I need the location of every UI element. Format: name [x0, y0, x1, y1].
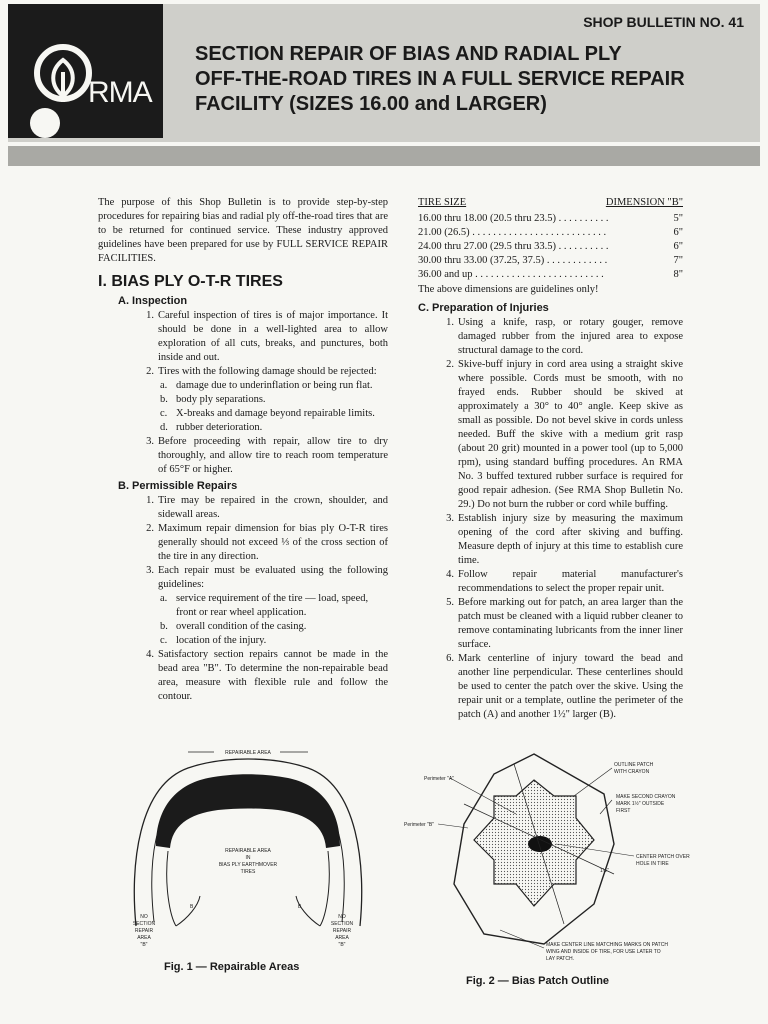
fig1-center-label: IN — [245, 855, 251, 861]
figure-caption: Fig. 2 — Bias Patch Outline — [466, 975, 610, 987]
header — [0, 0, 768, 168]
fig2-outline-label: WITH CRAYON — [614, 769, 650, 775]
title-line: FACILITY (SIZES 16.00 and LARGER) — [195, 93, 547, 115]
item-text: body ply separations. — [176, 394, 266, 405]
table-row — [418, 268, 683, 282]
fig2-second-mark-label: MARK 1½" OUTSIDE — [616, 801, 665, 807]
item-text: Before proceeding with repair, allow tire to dry thoroughly, and allow tire to reach room temperature of 65°F or higher. — [158, 436, 388, 475]
dimension-cell: 5" — [673, 213, 683, 224]
item-number: a. — [160, 380, 168, 391]
sub-list-item — [160, 393, 388, 407]
logo-dot-icon — [30, 108, 60, 138]
table-row — [418, 254, 683, 268]
fig2-second-mark-label: MAKE SECOND CRAYON — [616, 794, 676, 800]
intro-paragraph: The purpose of this Shop Bulletin is to provide step-by-step procedures for repairing bias and radial ply off-the-road tires that are to be returned for continued service. These industry approved guidelines have been prepared for use by FULL SERVICE REPAIR FACILITIES. — [98, 197, 388, 264]
fig1-right-label: AREA — [335, 935, 349, 941]
fig1-right-label: REPAIR — [332, 928, 352, 934]
item-number: 1. — [446, 317, 454, 328]
logo-text: RMA — [88, 76, 152, 109]
item-number: c. — [160, 408, 168, 419]
item-text: Satisfactory section repairs cannot be made in the bead area "B". To determine the non-repairable bead area, measure with flexible rule and follow the contour. — [158, 649, 388, 702]
fig2-bottom-label: MAKE CENTER LINE MATCHING MARKS ON PATCH — [546, 942, 668, 948]
fig2-center-label: CENTER PATCH OVER — [636, 854, 690, 860]
right-column — [418, 196, 683, 722]
item-number: 2. — [146, 523, 154, 534]
item-text: rubber deterioration. — [176, 422, 263, 433]
list-item — [140, 648, 388, 704]
item-number: b. — [160, 394, 168, 405]
item-text: overall condition of the casing. — [176, 621, 307, 632]
column-header: DIMENSION "B" — [605, 197, 683, 208]
sub-list-item — [160, 421, 388, 435]
dimension-cell: 6" — [673, 227, 683, 238]
figure-caption: Fig. 1 — Repairable Areas — [164, 961, 300, 973]
tire-size-cell: 30.00 thru 33.00 (37.25, 37.5) . . . . . . . . . . . . — [418, 255, 608, 266]
item-text: Establish injury size by measuring the maximum opening of the cord after skiving and buffing. Measure depth of injury at this time to establish cure time. — [458, 513, 683, 566]
fig1-top-label: REPAIRABLE AREA — [225, 750, 271, 756]
item-number: 1. — [146, 495, 154, 506]
item-number: b. — [160, 621, 168, 632]
figure-repairable-areas — [128, 746, 368, 956]
fig1-left-label: NO — [140, 914, 148, 920]
item-number: 5. — [446, 597, 454, 608]
fig1-center-label: TIRES — [240, 869, 256, 875]
table-note: The above dimensions are guidelines only! — [418, 284, 599, 295]
item-number: 2. — [146, 366, 154, 377]
rma-logo — [8, 4, 163, 138]
sub-list-item — [160, 620, 388, 634]
sub-list-item — [160, 407, 388, 421]
list-item — [140, 365, 388, 379]
item-text: Careful inspection of tires is of major importance. It should be done in a well-lighted area to allow exploration of all cuts, breaks, and punctures, both inside and out. — [158, 310, 388, 363]
fig1-left-label: SECTION — [132, 921, 156, 927]
item-number: 6. — [446, 653, 454, 664]
table-row — [418, 240, 683, 254]
left-column — [98, 196, 388, 704]
fig2-second-mark-label: FIRST — [616, 808, 631, 814]
fig1-b-mark: B — [298, 904, 302, 910]
divider-bar — [8, 146, 760, 166]
item-number: 3. — [146, 565, 154, 576]
dimension-cell: 6" — [673, 241, 683, 252]
figure-bias-patch-outline — [404, 744, 704, 966]
subsection-heading: B. Permissible Repairs — [118, 480, 238, 492]
title-line: SECTION REPAIR OF BIAS AND RADIAL PLY — [195, 43, 622, 65]
list-item — [440, 358, 683, 512]
item-number: 3. — [146, 436, 154, 447]
item-number: 3. — [446, 513, 454, 524]
fig1-left-label: REPAIR — [134, 928, 154, 934]
dimension-cell: 8" — [673, 269, 683, 280]
sub-list-item — [160, 379, 388, 393]
fig1-right-label: "B" — [338, 942, 346, 948]
item-number: 2. — [446, 359, 454, 370]
item-number: 4. — [446, 569, 454, 580]
item-text: service requirement of the tire — load, speed, front or rear wheel application. — [176, 593, 369, 618]
list-item — [440, 596, 683, 652]
item-text: X-breaks and damage beyond repairable limits. — [176, 408, 375, 419]
item-text: Before marking out for patch, an area larger than the patch must be cleaned with a liquid rubber cleaner to remove contaminating lubricants from the inner liner surface. — [458, 597, 683, 650]
tire-size-cell: 16.00 thru 18.00 (20.5 thru 23.5) . . . . . . . . . . — [418, 213, 609, 224]
fig2-perimeter-a-label: Perimeter "A" — [424, 776, 454, 782]
column-header: TIRE SIZE — [418, 197, 467, 208]
dimension-cell: 7" — [673, 255, 683, 266]
fig1-center-label: REPAIRABLE AREA — [225, 848, 271, 854]
list-item — [140, 564, 388, 592]
list-item — [140, 494, 388, 522]
fig1-right-label: NO — [338, 914, 346, 920]
list-item — [140, 309, 388, 365]
item-number: c. — [160, 635, 168, 646]
tire-size-cell: 21.00 (26.5) . . . . . . . . . . . . . . . . . . . . . . . . . . — [418, 227, 607, 238]
page-title — [195, 42, 745, 117]
item-text: Tire may be repaired in the crown, shoulder, and sidewall areas. — [158, 495, 388, 520]
item-text: Mark centerline of injury toward the bead and another line perpendicular. These centerlines should be used to center the patch over the skive. Using the repair unit or a template, outline the perimeter of the patch (A) and another 1½" larger (B). — [458, 653, 683, 720]
fig1-center-label: BIAS PLY EARTHMOVER — [218, 862, 278, 868]
fig2-offset-label: 1½" — [600, 868, 609, 874]
fig2-bottom-label: WING AND INSIDE OF TIRE, FOR USE LATER TO — [546, 949, 661, 955]
fig1-left-label: "B" — [140, 942, 148, 948]
item-number: 4. — [146, 649, 154, 660]
list-item — [440, 316, 683, 358]
sub-list-item — [160, 592, 388, 620]
title-line: OFF-THE-ROAD TIRES IN A FULL SERVICE REPAIR — [195, 68, 685, 90]
list-item — [440, 568, 683, 596]
sub-list-item — [160, 634, 388, 648]
subsection-heading: C. Preparation of Injuries — [418, 302, 549, 314]
fig2-bottom-label: LAY PATCH. — [546, 956, 574, 962]
item-text: Each repair must be evaluated using the following guidelines: — [158, 565, 388, 590]
item-text: Follow repair material manufacturer's recommendations to select the proper repair unit. — [458, 569, 683, 594]
tire-size-cell: 24.00 thru 27.00 (29.5 thru 33.5) . . . . . . . . . . — [418, 241, 609, 252]
table-row — [418, 212, 683, 226]
fig1-left-label: AREA — [137, 935, 151, 941]
section-heading: I. BIAS PLY O-T-R TIRES — [98, 273, 283, 290]
item-text: damage due to underinflation or being run flat. — [176, 380, 373, 391]
fig2-center-label: HOLE IN TIRE — [636, 861, 669, 867]
item-text: Maximum repair dimension for bias ply O-T-R tires generally should not exceed ⅓ of the cross section of the tire in any direction. — [158, 523, 388, 562]
list-item — [140, 435, 388, 477]
tire-table-header — [418, 196, 683, 210]
item-text: location of the injury. — [176, 635, 267, 646]
list-item — [440, 652, 683, 722]
fig2-perimeter-b-label: Perimeter "B" — [404, 822, 434, 828]
fig1-right-label: SECTION — [330, 921, 354, 927]
item-number: a. — [160, 593, 168, 604]
item-number: d. — [160, 422, 168, 433]
list-item — [140, 522, 388, 564]
bulletin-number: SHOP BULLETIN NO. 41 — [583, 14, 744, 30]
fig1-b-mark: B — [190, 904, 194, 910]
list-item — [440, 512, 683, 568]
item-text: Using a knife, rasp, or rotary gouger, remove damaged rubber from the injured area to expose structural damage to the cord. — [458, 317, 683, 356]
item-text: Tires with the following damage should be rejected: — [158, 366, 377, 377]
tire-size-cell: 36.00 and up . . . . . . . . . . . . . . . . . . . . . . . . . — [418, 269, 604, 280]
fig2-outline-label: OUTLINE PATCH — [614, 762, 654, 768]
table-row — [418, 226, 683, 240]
item-text: Skive-buff injury in cord area using a straight skive where possible. Cords must be smooth, with no frayed ends. Rubber should be skived at approximately a 30° to 40° angle. Keep skive as small as possible. Do not bevel skive in cords unless needed. Buff the skive with a medium grit rasp (about 20 grit) mounted in a power tool (up to 5,000 rpm), using standard buffing procedures. An RMA No. 3 buffed textured rubber surface is required for good repair adhesion. (See RMA Shop Bulletin No. 29.) Do not burn the rubber or cord while buffing. — [458, 359, 683, 510]
item-number: 1. — [146, 310, 154, 321]
subsection-heading: A. Inspection — [118, 295, 188, 307]
